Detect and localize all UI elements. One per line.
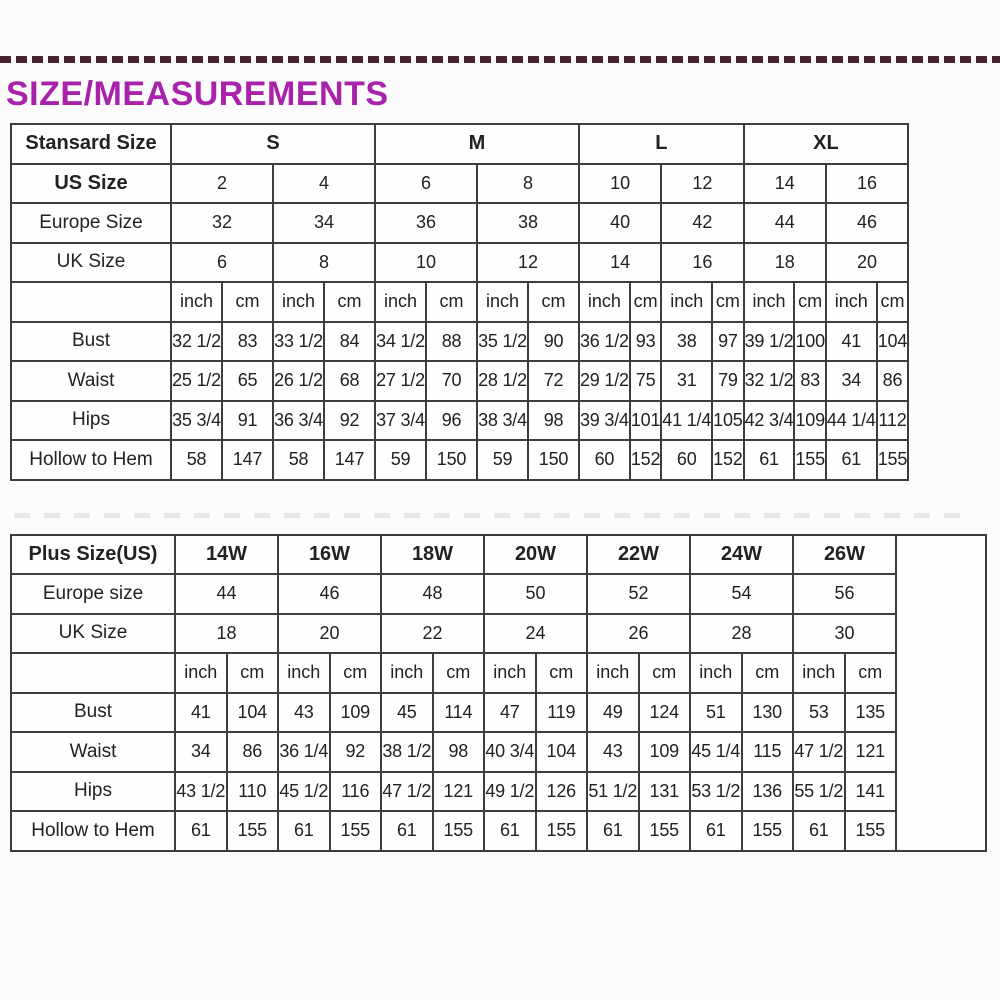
measure-value-cell: 121 — [845, 732, 897, 772]
measure-value-cell: 150 — [426, 440, 477, 480]
measure-value-cell: 155 — [227, 811, 279, 851]
measure-value-cell: 47 1/2 — [793, 732, 845, 772]
size-group-cell: 14W — [175, 535, 278, 575]
measure-value-cell: 35 1/2 — [477, 322, 528, 362]
size-value-cell: 56 — [793, 574, 896, 614]
measure-value-cell: 124 — [639, 693, 691, 733]
measure-value-cell: 86 — [227, 732, 279, 772]
measure-value-cell: 155 — [330, 811, 382, 851]
measure-value-cell: 79 — [712, 361, 743, 401]
measure-value-cell: 51 1/2 — [587, 772, 639, 812]
size-value-cell: 34 — [273, 203, 375, 243]
size-value-cell: 20 — [278, 614, 381, 654]
unit-cell: inch — [278, 653, 330, 693]
measure-value-cell: 38 1/2 — [381, 732, 433, 772]
measure-value-cell: 35 3/4 — [171, 401, 222, 441]
measure-value-cell: 41 1/4 — [661, 401, 712, 441]
unit-cell: cm — [433, 653, 485, 693]
measure-value-cell: 114 — [433, 693, 485, 733]
unit-cell: inch — [484, 653, 536, 693]
measure-value-cell: 141 — [845, 772, 897, 812]
measure-value-cell: 98 — [433, 732, 485, 772]
unit-cell: inch — [477, 282, 528, 322]
size-value-cell: 14 — [744, 164, 826, 204]
measure-value-cell: 147 — [324, 440, 375, 480]
unit-cell: cm — [845, 653, 897, 693]
unit-cell: inch — [375, 282, 426, 322]
measure-value-cell: 104 — [536, 732, 588, 772]
measure-value-cell: 59 — [477, 440, 528, 480]
size-value-cell: 40 — [579, 203, 661, 243]
row-label-cell: Europe size — [11, 574, 175, 614]
measure-value-cell: 38 — [661, 322, 712, 362]
measure-value-cell: 101 — [630, 401, 661, 441]
size-value-cell: 46 — [826, 203, 908, 243]
measure-value-cell: 28 1/2 — [477, 361, 528, 401]
measure-value-cell: 61 — [690, 811, 742, 851]
unit-cell: inch — [826, 282, 877, 322]
size-value-cell: 16 — [826, 164, 908, 204]
measure-value-cell: 68 — [324, 361, 375, 401]
measure-value-cell: 155 — [877, 440, 908, 480]
table-row — [11, 653, 986, 693]
unit-cell: inch — [661, 282, 712, 322]
measure-value-cell: 51 — [690, 693, 742, 733]
table-row — [11, 124, 908, 164]
measure-value-cell: 25 1/2 — [171, 361, 222, 401]
table-row — [11, 401, 908, 441]
size-group-cell: S — [171, 124, 375, 164]
measure-value-cell: 155 — [536, 811, 588, 851]
table-row — [11, 203, 908, 243]
measure-value-cell: 112 — [877, 401, 908, 441]
measure-value-cell: 109 — [794, 401, 825, 441]
measure-value-cell: 97 — [712, 322, 743, 362]
unit-cell: inch — [171, 282, 222, 322]
measure-value-cell: 104 — [227, 693, 279, 733]
measure-value-cell: 41 — [175, 693, 227, 733]
size-value-cell: 48 — [381, 574, 484, 614]
size-value-cell: 8 — [273, 243, 375, 283]
measure-value-cell: 72 — [528, 361, 579, 401]
unit-cell: cm — [222, 282, 273, 322]
unit-cell: inch — [587, 653, 639, 693]
size-value-cell: 6 — [171, 243, 273, 283]
measure-value-cell: 131 — [639, 772, 691, 812]
measure-value-cell: 61 — [826, 440, 877, 480]
measure-value-cell: 37 3/4 — [375, 401, 426, 441]
measure-value-cell: 152 — [712, 440, 743, 480]
measure-value-cell: 45 1/4 — [690, 732, 742, 772]
measure-value-cell: 93 — [630, 322, 661, 362]
measure-value-cell: 61 — [587, 811, 639, 851]
measure-value-cell: 43 1/2 — [175, 772, 227, 812]
size-value-cell: 44 — [744, 203, 826, 243]
measure-value-cell: 31 — [661, 361, 712, 401]
size-value-cell: 30 — [793, 614, 896, 654]
measure-value-cell: 61 — [381, 811, 433, 851]
measure-value-cell: 36 1/4 — [278, 732, 330, 772]
size-value-cell: 38 — [477, 203, 579, 243]
measure-value-cell: 61 — [175, 811, 227, 851]
measure-value-cell: 43 — [278, 693, 330, 733]
size-value-cell: 10 — [375, 243, 477, 283]
measure-value-cell: 147 — [222, 440, 273, 480]
size-value-cell: 44 — [175, 574, 278, 614]
table-row — [11, 614, 986, 654]
size-group-cell: 18W — [381, 535, 484, 575]
measure-value-cell: 155 — [794, 440, 825, 480]
page-title: SIZE/MEASUREMENTS — [6, 75, 389, 113]
size-group-cell: 26W — [793, 535, 896, 575]
measure-value-cell: 84 — [324, 322, 375, 362]
measure-value-cell: 47 1/2 — [381, 772, 433, 812]
row-label-cell: UK Size — [11, 614, 175, 654]
unit-cell: cm — [712, 282, 743, 322]
size-value-cell: 16 — [661, 243, 743, 283]
unit-cell: cm — [330, 653, 382, 693]
table-row — [11, 772, 986, 812]
measure-value-cell: 59 — [375, 440, 426, 480]
header-label-cell: Plus Size(US) — [11, 535, 175, 575]
table-row — [11, 322, 908, 362]
unit-cell: inch — [690, 653, 742, 693]
plus-size-section — [0, 534, 1000, 852]
unit-cell: cm — [227, 653, 279, 693]
size-value-cell: 50 — [484, 574, 587, 614]
table-row — [11, 361, 908, 401]
table-row — [11, 440, 908, 480]
unit-cell: inch — [579, 282, 630, 322]
measure-label-cell: Bust — [11, 322, 171, 362]
measure-value-cell: 49 1/2 — [484, 772, 536, 812]
size-value-cell: 46 — [278, 574, 381, 614]
unit-cell: cm — [536, 653, 588, 693]
measure-value-cell: 45 — [381, 693, 433, 733]
size-group-cell: 22W — [587, 535, 690, 575]
measure-value-cell: 36 1/2 — [579, 322, 630, 362]
size-value-cell: 22 — [381, 614, 484, 654]
unit-cell: inch — [273, 282, 324, 322]
measure-value-cell: 86 — [877, 361, 908, 401]
unit-cell: inch — [744, 282, 795, 322]
measure-value-cell: 61 — [744, 440, 795, 480]
empty-spacer-cell — [896, 535, 986, 851]
measure-value-cell: 45 1/2 — [278, 772, 330, 812]
measure-value-cell: 155 — [742, 811, 794, 851]
measure-value-cell: 116 — [330, 772, 382, 812]
row-label-cell: Europe Size — [11, 203, 171, 243]
measure-value-cell: 33 1/2 — [273, 322, 324, 362]
table-row — [11, 811, 986, 851]
unit-cell: cm — [639, 653, 691, 693]
measure-value-cell: 88 — [426, 322, 477, 362]
measure-value-cell: 60 — [661, 440, 712, 480]
size-value-cell: 32 — [171, 203, 273, 243]
measure-value-cell: 47 — [484, 693, 536, 733]
measure-value-cell: 75 — [630, 361, 661, 401]
row-label-cell: US Size — [11, 164, 171, 204]
measure-value-cell: 32 1/2 — [744, 361, 795, 401]
measure-label-cell: Waist — [11, 361, 171, 401]
measure-value-cell: 150 — [528, 440, 579, 480]
measure-value-cell: 96 — [426, 401, 477, 441]
unit-cell: cm — [742, 653, 794, 693]
measure-value-cell: 91 — [222, 401, 273, 441]
size-value-cell: 24 — [484, 614, 587, 654]
unit-cell: cm — [528, 282, 579, 322]
measure-value-cell: 53 1/2 — [690, 772, 742, 812]
measure-value-cell: 155 — [845, 811, 897, 851]
measure-value-cell: 29 1/2 — [579, 361, 630, 401]
measure-value-cell: 36 3/4 — [273, 401, 324, 441]
size-value-cell: 12 — [661, 164, 743, 204]
measure-value-cell: 26 1/2 — [273, 361, 324, 401]
measure-value-cell: 105 — [712, 401, 743, 441]
measure-label-cell: Hollow to Hem — [11, 811, 175, 851]
measure-value-cell: 83 — [794, 361, 825, 401]
size-value-cell: 52 — [587, 574, 690, 614]
plus-size-table — [10, 534, 987, 852]
measure-value-cell: 39 1/2 — [744, 322, 795, 362]
size-group-cell: 16W — [278, 535, 381, 575]
measure-value-cell: 109 — [330, 693, 382, 733]
measure-value-cell: 60 — [579, 440, 630, 480]
header-label-cell: Stansard Size — [11, 124, 171, 164]
size-value-cell: 42 — [661, 203, 743, 243]
measure-value-cell: 42 3/4 — [744, 401, 795, 441]
measure-value-cell: 110 — [227, 772, 279, 812]
measure-value-cell: 98 — [528, 401, 579, 441]
measure-value-cell: 34 — [826, 361, 877, 401]
measure-value-cell: 43 — [587, 732, 639, 772]
size-value-cell: 10 — [579, 164, 661, 204]
unit-row-label-cell — [11, 653, 175, 693]
measure-value-cell: 40 3/4 — [484, 732, 536, 772]
measure-value-cell: 53 — [793, 693, 845, 733]
table-row — [11, 574, 986, 614]
measure-label-cell: Hips — [11, 772, 175, 812]
size-value-cell: 36 — [375, 203, 477, 243]
row-label-cell: UK Size — [11, 243, 171, 283]
measure-value-cell: 126 — [536, 772, 588, 812]
measure-label-cell: Waist — [11, 732, 175, 772]
measure-label-cell: Hollow to Hem — [11, 440, 171, 480]
measure-value-cell: 27 1/2 — [375, 361, 426, 401]
measure-value-cell: 104 — [877, 322, 908, 362]
measure-value-cell: 155 — [433, 811, 485, 851]
size-value-cell: 18 — [175, 614, 278, 654]
measure-value-cell: 32 1/2 — [171, 322, 222, 362]
size-value-cell: 26 — [587, 614, 690, 654]
size-value-cell: 28 — [690, 614, 793, 654]
table-row — [11, 164, 908, 204]
faint-divider — [14, 513, 964, 518]
size-value-cell: 54 — [690, 574, 793, 614]
size-value-cell: 8 — [477, 164, 579, 204]
measure-value-cell: 130 — [742, 693, 794, 733]
size-group-cell: XL — [744, 124, 909, 164]
measure-value-cell: 70 — [426, 361, 477, 401]
measure-value-cell: 39 3/4 — [579, 401, 630, 441]
measure-value-cell: 92 — [324, 401, 375, 441]
measure-value-cell: 119 — [536, 693, 588, 733]
measure-value-cell: 100 — [794, 322, 825, 362]
measure-value-cell: 61 — [793, 811, 845, 851]
measure-value-cell: 135 — [845, 693, 897, 733]
size-value-cell: 20 — [826, 243, 908, 283]
table-row — [11, 693, 986, 733]
measure-value-cell: 121 — [433, 772, 485, 812]
measure-value-cell: 34 1/2 — [375, 322, 426, 362]
table-row — [11, 535, 986, 575]
measure-value-cell: 61 — [484, 811, 536, 851]
table-row — [11, 282, 908, 322]
measure-value-cell: 115 — [742, 732, 794, 772]
table-row — [11, 243, 908, 283]
measure-value-cell: 109 — [639, 732, 691, 772]
unit-cell: cm — [324, 282, 375, 322]
standard-size-table — [10, 123, 909, 481]
size-group-cell: 20W — [484, 535, 587, 575]
table-row — [11, 732, 986, 772]
size-group-cell: L — [579, 124, 744, 164]
unit-cell: cm — [877, 282, 908, 322]
measure-label-cell: Hips — [11, 401, 171, 441]
unit-cell: cm — [794, 282, 825, 322]
measure-value-cell: 65 — [222, 361, 273, 401]
measure-value-cell: 90 — [528, 322, 579, 362]
measure-value-cell: 92 — [330, 732, 382, 772]
dashed-divider-top — [0, 56, 1000, 63]
unit-cell: inch — [175, 653, 227, 693]
measure-value-cell: 136 — [742, 772, 794, 812]
unit-cell: inch — [793, 653, 845, 693]
measure-value-cell: 49 — [587, 693, 639, 733]
measure-value-cell: 61 — [278, 811, 330, 851]
unit-cell: cm — [630, 282, 661, 322]
size-group-cell: 24W — [690, 535, 793, 575]
measure-value-cell: 44 1/4 — [826, 401, 877, 441]
size-value-cell: 6 — [375, 164, 477, 204]
measure-value-cell: 55 1/2 — [793, 772, 845, 812]
size-value-cell: 12 — [477, 243, 579, 283]
measure-value-cell: 83 — [222, 322, 273, 362]
measure-value-cell: 152 — [630, 440, 661, 480]
unit-row-label-cell — [11, 282, 171, 322]
size-value-cell: 14 — [579, 243, 661, 283]
measure-value-cell: 41 — [826, 322, 877, 362]
unit-cell: cm — [426, 282, 477, 322]
measure-value-cell: 58 — [171, 440, 222, 480]
measure-value-cell: 155 — [639, 811, 691, 851]
size-value-cell: 18 — [744, 243, 826, 283]
measure-value-cell: 34 — [175, 732, 227, 772]
unit-cell: inch — [381, 653, 433, 693]
size-value-cell: 4 — [273, 164, 375, 204]
measure-label-cell: Bust — [11, 693, 175, 733]
measure-value-cell: 38 3/4 — [477, 401, 528, 441]
size-group-cell: M — [375, 124, 579, 164]
measure-value-cell: 58 — [273, 440, 324, 480]
size-value-cell: 2 — [171, 164, 273, 204]
